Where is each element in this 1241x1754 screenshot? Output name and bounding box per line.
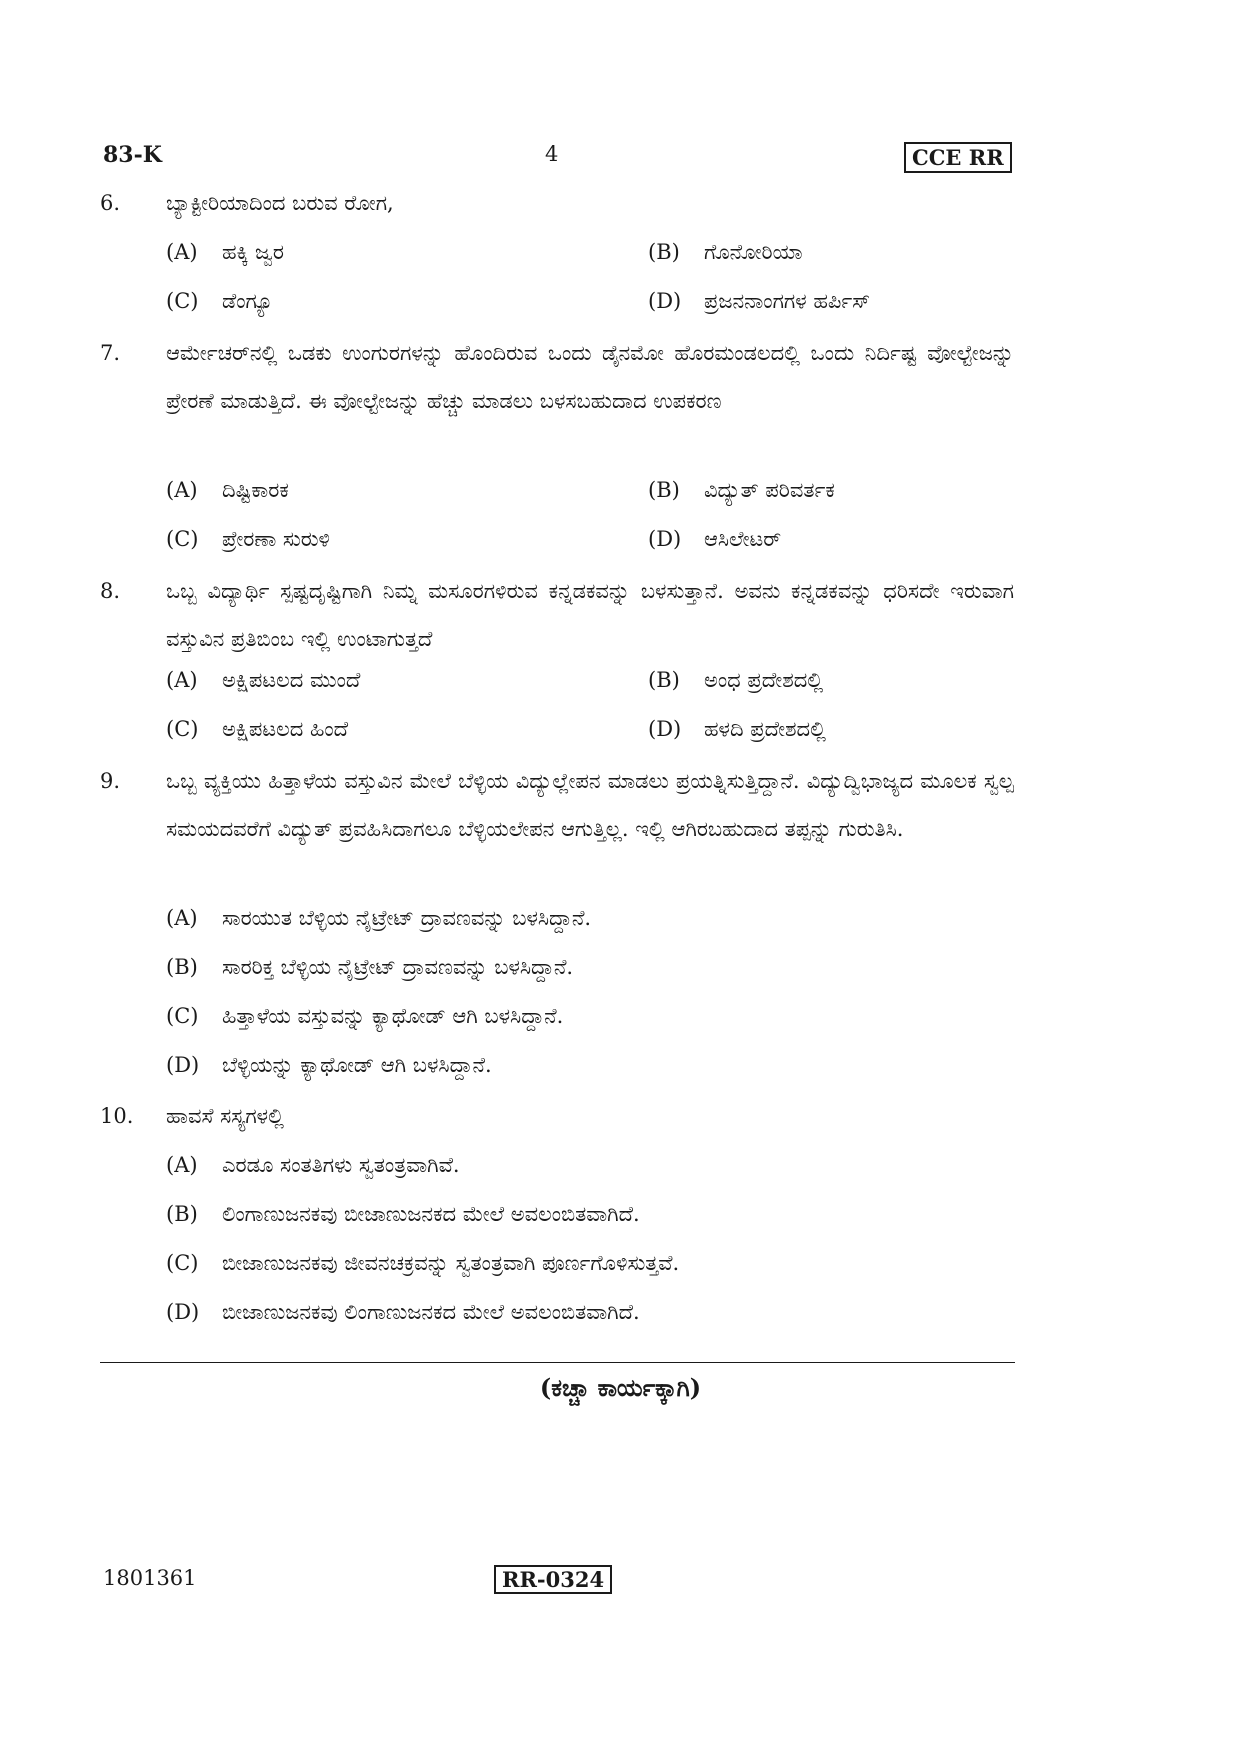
option-label: (B) [166, 955, 198, 979]
serial-number: 1801361 [103, 1566, 197, 1590]
option-label: (A) [166, 1153, 198, 1177]
option-text: ಬೀಜಾಣುಜನಕವು ಜೀವನಚಕ್ರವನ್ನು ಸ್ವತಂತ್ರವಾಗಿ ಪೂರ್ಣಗೊಳಿಸುತ್ತವೆ. [222, 1251, 680, 1275]
option-label: (D) [648, 527, 682, 551]
option-text: ವಿದ್ಯುತ್ ಪರಿವರ್ತಕ [704, 478, 835, 502]
option-text: ಆಸಿಲೇಟರ್ [704, 527, 782, 551]
option-b [166, 1202, 640, 1227]
option-text: ಹಿತ್ತಾಳೆಯ ವಸ್ತುವನ್ನು ಕ್ಯಾಥೋಡ್ ಆಗಿ ಬಳಸಿದ್ದಾನೆ. [222, 1004, 564, 1028]
question-8 [100, 578, 1015, 663]
option-text: ದಿಷ್ಟಿಕಾರಕ [222, 478, 289, 502]
option-label: (C) [166, 289, 199, 313]
option-label: (D) [166, 1300, 200, 1324]
option-a [166, 240, 284, 265]
page-number: 4 [545, 142, 559, 166]
option-text: ಅಕ್ಷಿಪಟಲದ ಮುಂದೆ [222, 668, 361, 692]
option-b [648, 668, 823, 693]
option-d [648, 717, 826, 742]
option-c [166, 289, 273, 314]
option-label: (A) [166, 668, 198, 692]
option-d [648, 527, 781, 552]
option-label: (C) [166, 1251, 199, 1275]
series-box: CCE RR [904, 142, 1012, 173]
option-text: ಬೆಳ್ಳಿಯನ್ನು ಕ್ಯಾಥೋಡ್ ಆಗಿ ಬಳಸಿದ್ದಾನೆ. [222, 1053, 492, 1077]
option-c [166, 1251, 679, 1276]
option-label: (B) [648, 478, 680, 502]
option-text: ಪ್ರೇರಣಾ ಸುರುಳಿ [222, 527, 330, 551]
option-d [648, 289, 870, 314]
question-7 [100, 340, 1015, 425]
option-b [648, 240, 803, 265]
question-number: 10. [100, 1104, 134, 1128]
option-label: (C) [166, 1004, 199, 1028]
option-label: (A) [166, 240, 198, 264]
option-d [166, 1300, 640, 1325]
option-label: (C) [166, 527, 199, 551]
option-text: ಅಂಧ ಪ್ರದೇಶದಲ್ಲಿ [704, 668, 824, 692]
question-text: ಆರ್ಮೇಚರ್‌ನಲ್ಲಿ ಒಡಕು ಉಂಗುರಗಳನ್ನು ಹೊಂದಿರುವ ಒಂದು ಡೈನಮೋ ಹೊರಮಂಡಲದಲ್ಲಿ ಒಂದು ನಿರ್ದಿಷ್ಟ ವೋಲ್ಟೇಜನ್ನು ಪ್ರೇರಣೆ ಮಾಡುತ್ತಿದೆ. ಈ ವೋಲ್ಟೇಜನ್ನು ಹೆಚ್ಚು ಮಾಡಲು ಬಳಸಬಹುದಾದ ಉಪಕರಣ [166, 341, 1014, 413]
option-text: ಡೆಂಗ್ಯೂ [222, 289, 274, 313]
question-text: ಒಬ್ಬ ವ್ಯಕ್ತಿಯು ಹಿತ್ತಾಳೆಯ ವಸ್ತುವಿನ ಮೇಲೆ ಬೆಳ್ಳಿಯ ವಿದ್ಯುಲ್ಲೇಪನ ಮಾಡಲು ಪ್ರಯತ್ನಿಸುತ್ತಿದ್ದಾನೆ. ವಿದ್ಯುದ್ವಿಭಾಜ್ಯದ ಮೂಲಕ ಸ್ವಲ್ಪ ಸಮಯದವರೆಗೆ ವಿದ್ಯುತ್ ಪ್ರವಹಿಸಿದಾಗಲೂ ಬೆಳ್ಳಿಯಲೇಪನ ಆಗುತ್ತಿಲ್ಲ. ಇಲ್ಲಿ ಆಗಿರಬಹುದಾದ ತಪ್ಪನ್ನು ಗುರುತಿಸಿ. [166, 769, 1014, 841]
paper-code: 83-K [103, 142, 162, 168]
option-text: ಬೀಜಾಣುಜನಕವು ಲಿಂಗಾಣುಜನಕದ ಮೇಲೆ ಅವಲಂಬಿತವಾಗಿದೆ. [222, 1300, 640, 1324]
question-number: 9. [100, 769, 121, 793]
option-label: (B) [648, 668, 680, 692]
question-text: ಹಾವಸೆ ಸಸ್ಯಗಳಲ್ಲಿ [166, 1104, 284, 1128]
option-c [166, 527, 330, 552]
option-a [166, 668, 360, 693]
option-label: (A) [166, 478, 198, 502]
question-10 [100, 1103, 1015, 1129]
question-number: 7. [100, 341, 121, 365]
question-number: 8. [100, 579, 121, 603]
question-text: ಬ್ಯಾಕ್ಟೀರಿಯಾದಿಂದ ಬರುವ ರೋಗ, [166, 191, 394, 215]
option-label: (A) [166, 906, 198, 930]
footer-code-box: RR-0324 [494, 1565, 612, 1594]
option-label: (D) [166, 1053, 200, 1077]
option-a [166, 906, 591, 931]
option-c [166, 1004, 563, 1029]
option-text: ಹಳದಿ ಪ್ರದೇಶದಲ್ಲಿ [704, 717, 826, 741]
option-a [166, 478, 289, 503]
option-label: (C) [166, 717, 199, 741]
option-text: ಸಾರಯುತ ಬೆಳ್ಳಿಯ ನೈಟ್ರೇಟ್ ದ್ರಾವಣವನ್ನು ಬಳಸಿದ್ದಾನೆ. [222, 906, 592, 930]
option-text: ಹಕ್ಕಿ ಜ್ವರ [222, 240, 285, 264]
option-text: ಸಾರರಿಕ್ತ ಬೆಳ್ಳಿಯ ನೈಟ್ರೇಟ್ ದ್ರಾವಣವನ್ನು ಬಳಸಿದ್ದಾನೆ. [222, 955, 574, 979]
question-number: 6. [100, 191, 121, 215]
option-c [166, 717, 348, 742]
option-label: (D) [648, 289, 682, 313]
option-label: (B) [648, 240, 680, 264]
rough-work-label: (ಕಚ್ಚಾ ಕಾರ್ಯಕ್ಕಾಗಿ) [539, 1373, 702, 1402]
option-text: ಗೊನೋರಿಯಾ [704, 240, 803, 264]
option-text: ಎರಡೂ ಸಂತತಿಗಳು ಸ್ವತಂತ್ರವಾಗಿವೆ. [222, 1153, 460, 1177]
option-b [648, 478, 835, 503]
question-text: ಒಬ್ಬ ವಿದ್ಯಾರ್ಥಿ ಸ್ಪಷ್ಟದೃಷ್ಟಿಗಾಗಿ ನಿಮ್ನ ಮಸೂರಗಳಿರುವ ಕನ್ನಡಕವನ್ನು ಬಳಸುತ್ತಾನೆ. ಅವನು ಕನ್ನಡಕವನ್ನು ಧರಿಸದೇ ಇರುವಾಗ ವಸ್ತುವಿನ ಪ್ರತಿಬಿಂಬ ಇಲ್ಲಿ ಉಂಟಾಗುತ್ತದೆ [166, 579, 1014, 651]
question-6 [100, 190, 1015, 216]
question-9 [100, 768, 1015, 853]
option-a [166, 1153, 460, 1178]
option-text: ಲಿಂಗಾಣುಜನಕವು ಬೀಜಾಣುಜನಕದ ಮೇಲೆ ಅವಲಂಬಿತವಾಗಿದೆ. [222, 1202, 640, 1226]
option-b [166, 955, 573, 980]
option-d [166, 1053, 492, 1078]
option-label: (D) [648, 717, 682, 741]
option-text: ಅಕ್ಷಿಪಟಲದ ಹಿಂದೆ [222, 717, 349, 741]
option-text: ಪ್ರಜನನಾಂಗಗಳ ಹರ್ಪಿಸ್ [704, 289, 871, 313]
option-label: (B) [166, 1202, 198, 1226]
